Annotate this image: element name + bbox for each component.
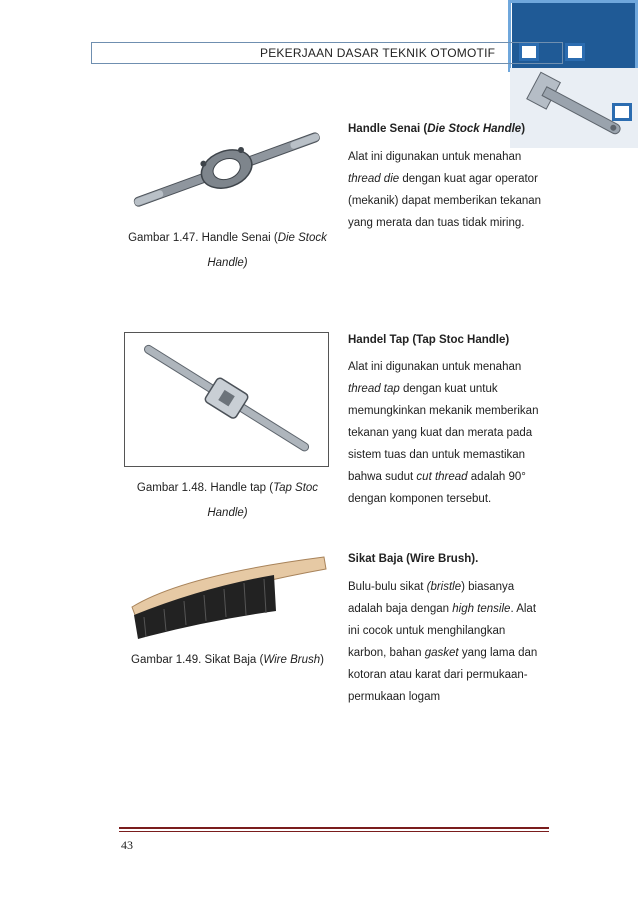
figure-caption-1-47: Gambar 1.47. Handle Senai (Die Stock Handle) [128,232,327,269]
footer-rule-thin [119,831,549,832]
wire-brush-image [124,545,329,645]
corner-square-2 [565,43,585,61]
figure-caption-1-48: Gambar 1.48. Handle tap (Tap Stoc Handle) [136,482,319,519]
section-title-tap-handle: Handel Tap (Tap Stoc Handle) [348,334,510,346]
section-body-wire-brush: Bulu-bulu sikat (bristle) biasanya adalah baja dengan high tensile. Alat ini cocok untuk menghilangkan karbon, bahan gasket yang lama dan kotoran atau karat dari permukaan- permukaan logam [348,581,538,703]
section-body-die-stock-handle: Alat ini digunakan untuk menahan thread die dengan kuat agar operator (mekanik) dapat memberikan tekanan yang merata dan tuas tidak miring. [348,151,542,229]
page-number: 43 [121,838,133,852]
figure-caption-1-49: Gambar 1.49. Sikat Baja (Wire Brush) [131,654,324,666]
footer-rule-thick [119,827,549,829]
section-body-tap-handle: Alat ini digunakan untuk menahan thread tap dengan kuat untuk memungkinkan mekanik memberikan tekanan yang kuat dan merata pada sistem tuas dan untuk memastikan bahwa sudut cut thread adalah 90° dengan komponen tersebut. [348,361,539,505]
corner-square-3 [612,103,632,121]
section-title-die-stock-handle: Handle Senai (Die Stock Handle) [348,123,526,135]
page-header-title: PEKERJAAN DASAR TEKNIK OTOMOTIF [260,46,496,60]
tap-handle-image [124,332,329,467]
die-stock-handle-image [125,120,330,220]
section-title-wire-brush: Sikat Baja (Wire Brush). [348,553,479,565]
